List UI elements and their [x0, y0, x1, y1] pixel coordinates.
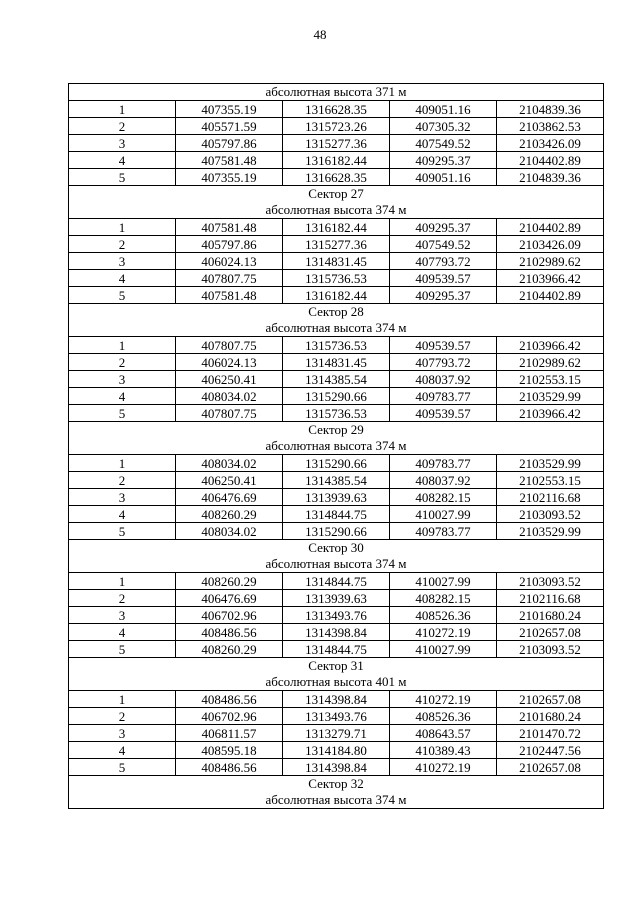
coordinate-cell: 407549.52 [390, 135, 497, 152]
coordinate-cell: 408034.02 [176, 388, 283, 405]
coordinate-cell: 2103529.99 [497, 455, 604, 472]
sector-header [69, 422, 604, 455]
point-number-cell: 2 [69, 354, 176, 371]
point-number-cell: 1 [69, 573, 176, 590]
coordinate-cell: 406702.96 [176, 708, 283, 725]
table-row [69, 725, 604, 742]
point-number-cell: 5 [69, 287, 176, 304]
sector-header [69, 776, 604, 809]
coordinate-cell: 409783.77 [390, 455, 497, 472]
table-row [69, 759, 604, 776]
coordinate-cell: 1315277.36 [283, 236, 390, 253]
point-number-cell: 5 [69, 759, 176, 776]
coordinate-cell: 410272.19 [390, 759, 497, 776]
coordinate-cell: 1313493.76 [283, 607, 390, 624]
coordinate-cell: 407793.72 [390, 354, 497, 371]
table-row [69, 607, 604, 624]
coordinate-cell: 406024.13 [176, 253, 283, 270]
coordinate-cell: 408282.15 [390, 590, 497, 607]
coordinate-cell: 2101680.24 [497, 607, 604, 624]
point-number-cell: 5 [69, 169, 176, 186]
coordinate-cell: 407793.72 [390, 253, 497, 270]
coordinate-cell: 1314385.54 [283, 371, 390, 388]
coordinates-table [68, 83, 604, 809]
coordinate-cell: 2101470.72 [497, 725, 604, 742]
coordinate-cell: 409051.16 [390, 169, 497, 186]
coordinate-cell: 405571.59 [176, 118, 283, 135]
table-row [69, 371, 604, 388]
coordinate-cell: 408595.18 [176, 742, 283, 759]
coordinate-cell: 1316182.44 [283, 287, 390, 304]
sector-altitude: абсолютная высота 374 м [265, 320, 407, 335]
sector-title: Сектор 31 [308, 658, 364, 673]
point-number-cell: 1 [69, 337, 176, 354]
table-row [69, 506, 604, 523]
point-number-cell: 2 [69, 590, 176, 607]
coordinate-cell: 2103093.52 [497, 573, 604, 590]
coordinate-cell: 407807.75 [176, 270, 283, 287]
coordinate-cell: 2104402.89 [497, 219, 604, 236]
coordinate-cell: 409295.37 [390, 287, 497, 304]
coordinate-cell: 410389.43 [390, 742, 497, 759]
sector-header-row [69, 776, 604, 809]
coordinate-cell: 1315290.66 [283, 388, 390, 405]
coordinate-cell: 408037.92 [390, 371, 497, 388]
coordinate-cell: 2103966.42 [497, 337, 604, 354]
coordinate-cell: 408260.29 [176, 573, 283, 590]
coordinate-cell: 1316628.35 [283, 101, 390, 118]
coordinate-cell: 409539.57 [390, 270, 497, 287]
table-row [69, 287, 604, 304]
point-number-cell: 2 [69, 118, 176, 135]
coordinate-cell: 1314398.84 [283, 759, 390, 776]
coordinate-cell: 408034.02 [176, 455, 283, 472]
table-row [69, 708, 604, 725]
coordinate-cell: 1313939.63 [283, 489, 390, 506]
table-row [69, 590, 604, 607]
sector-title: Сектор 28 [308, 304, 364, 319]
coordinate-cell: 1314844.75 [283, 506, 390, 523]
coordinate-cell: 2103529.99 [497, 523, 604, 540]
coordinate-cell: 408037.92 [390, 472, 497, 489]
point-number-cell: 1 [69, 691, 176, 708]
coordinate-cell: 1314398.84 [283, 624, 390, 641]
table-row [69, 691, 604, 708]
sector-header-row [69, 186, 604, 219]
coordinate-cell: 2103529.99 [497, 388, 604, 405]
coordinate-cell: 408260.29 [176, 506, 283, 523]
coordinate-cell: 2102989.62 [497, 354, 604, 371]
coordinate-cell: 408260.29 [176, 641, 283, 658]
coordinates-table-body [69, 84, 604, 809]
table-row [69, 742, 604, 759]
point-number-cell: 1 [69, 219, 176, 236]
coordinate-cell: 1315736.53 [283, 405, 390, 422]
sector-header [69, 304, 604, 337]
coordinate-cell: 406476.69 [176, 489, 283, 506]
point-number-cell: 3 [69, 725, 176, 742]
coordinate-cell: 2102116.68 [497, 590, 604, 607]
coordinate-cell: 406024.13 [176, 354, 283, 371]
coordinate-cell: 1313493.76 [283, 708, 390, 725]
table-row [69, 337, 604, 354]
coordinate-cell: 410027.99 [390, 573, 497, 590]
coordinate-cell: 1313939.63 [283, 590, 390, 607]
sector-header-row [69, 304, 604, 337]
table-row [69, 354, 604, 371]
sector-header [69, 658, 604, 691]
point-number-cell: 4 [69, 506, 176, 523]
table-row [69, 135, 604, 152]
point-number-cell: 4 [69, 742, 176, 759]
coordinate-cell: 406250.41 [176, 472, 283, 489]
sector-title: Сектор 29 [308, 422, 364, 437]
table-row [69, 388, 604, 405]
table-row [69, 573, 604, 590]
table-row [69, 169, 604, 186]
coordinate-cell: 407305.32 [390, 118, 497, 135]
coordinate-cell: 407581.48 [176, 152, 283, 169]
coordinate-cell: 2103093.52 [497, 641, 604, 658]
coordinate-cell: 2101680.24 [497, 708, 604, 725]
coordinate-cell: 1316182.44 [283, 152, 390, 169]
coordinate-cell: 409783.77 [390, 523, 497, 540]
sector-altitude: абсолютная высота 371 м [265, 84, 407, 99]
point-number-cell: 3 [69, 135, 176, 152]
coordinate-cell: 2103966.42 [497, 405, 604, 422]
coordinate-cell: 410027.99 [390, 506, 497, 523]
sector-altitude: абсолютная высота 401 м [265, 674, 407, 689]
coordinate-cell: 2102553.15 [497, 472, 604, 489]
coordinate-cell: 408643.57 [390, 725, 497, 742]
coordinate-cell: 2103426.09 [497, 135, 604, 152]
coordinate-cell: 407549.52 [390, 236, 497, 253]
coordinate-cell: 1316628.35 [283, 169, 390, 186]
table-row [69, 236, 604, 253]
sector-header-row [69, 84, 604, 101]
sector-header-row [69, 422, 604, 455]
coordinate-cell: 2103862.53 [497, 118, 604, 135]
coordinate-cell: 410027.99 [390, 641, 497, 658]
sector-altitude: абсолютная высота 374 м [265, 556, 407, 571]
table-row [69, 253, 604, 270]
coordinate-cell: 1315290.66 [283, 455, 390, 472]
point-number-cell: 1 [69, 101, 176, 118]
coordinate-cell: 1315277.36 [283, 135, 390, 152]
coordinate-cell: 405797.86 [176, 236, 283, 253]
coordinate-cell: 1315290.66 [283, 523, 390, 540]
coordinate-cell: 1314184.80 [283, 742, 390, 759]
coordinate-cell: 408526.36 [390, 708, 497, 725]
coordinate-cell: 408486.56 [176, 691, 283, 708]
coordinate-cell: 2102657.08 [497, 624, 604, 641]
table-row [69, 523, 604, 540]
coordinate-cell: 406476.69 [176, 590, 283, 607]
coordinate-cell: 1314398.84 [283, 691, 390, 708]
coordinate-cell: 407807.75 [176, 337, 283, 354]
coordinate-cell: 1314831.45 [283, 354, 390, 371]
table-row [69, 118, 604, 135]
coordinate-cell: 1314844.75 [283, 573, 390, 590]
sector-header [69, 84, 604, 101]
table-row [69, 472, 604, 489]
coordinate-cell: 409295.37 [390, 219, 497, 236]
table-row [69, 270, 604, 287]
coordinate-cell: 1315723.26 [283, 118, 390, 135]
coordinate-cell: 1315736.53 [283, 337, 390, 354]
coordinate-cell: 408034.02 [176, 523, 283, 540]
sector-title: Сектор 30 [308, 540, 364, 555]
table-row [69, 489, 604, 506]
coordinate-cell: 2104839.36 [497, 169, 604, 186]
table-row [69, 641, 604, 658]
point-number-cell: 3 [69, 489, 176, 506]
coordinate-cell: 1314385.54 [283, 472, 390, 489]
coordinate-cell: 410272.19 [390, 691, 497, 708]
sector-title: Сектор 32 [308, 776, 364, 791]
point-number-cell: 5 [69, 641, 176, 658]
coordinate-cell: 408486.56 [176, 624, 283, 641]
coordinate-cell: 2103426.09 [497, 236, 604, 253]
sector-altitude: абсолютная высота 374 м [265, 438, 407, 453]
coordinate-cell: 2104402.89 [497, 152, 604, 169]
coordinate-cell: 2103966.42 [497, 270, 604, 287]
coordinate-cell: 407581.48 [176, 219, 283, 236]
coordinate-cell: 406250.41 [176, 371, 283, 388]
coordinate-cell: 410272.19 [390, 624, 497, 641]
coordinate-cell: 1314844.75 [283, 641, 390, 658]
point-number-cell: 4 [69, 270, 176, 287]
table-row [69, 624, 604, 641]
sector-altitude: абсолютная высота 374 м [265, 202, 407, 217]
point-number-cell: 5 [69, 405, 176, 422]
coordinate-cell: 1314831.45 [283, 253, 390, 270]
coordinate-cell: 409783.77 [390, 388, 497, 405]
coordinate-cell: 406702.96 [176, 607, 283, 624]
point-number-cell: 5 [69, 523, 176, 540]
coordinate-cell: 2103093.52 [497, 506, 604, 523]
point-number-cell: 2 [69, 236, 176, 253]
point-number-cell: 2 [69, 472, 176, 489]
coordinate-cell: 407581.48 [176, 287, 283, 304]
coordinate-cell: 407355.19 [176, 169, 283, 186]
coordinate-cell: 408282.15 [390, 489, 497, 506]
sector-title: Сектор 27 [308, 186, 364, 201]
coordinate-cell: 408526.36 [390, 607, 497, 624]
coordinate-cell: 2102657.08 [497, 759, 604, 776]
coordinate-cell: 1315736.53 [283, 270, 390, 287]
coordinate-cell: 409539.57 [390, 405, 497, 422]
coordinate-cell: 2102116.68 [497, 489, 604, 506]
table-row [69, 405, 604, 422]
coordinate-cell: 407807.75 [176, 405, 283, 422]
table-row [69, 219, 604, 236]
table-row [69, 455, 604, 472]
coordinate-cell: 407355.19 [176, 101, 283, 118]
point-number-cell: 4 [69, 624, 176, 641]
coordinate-cell: 1316182.44 [283, 219, 390, 236]
table-row [69, 152, 604, 169]
coordinate-cell: 1313279.71 [283, 725, 390, 742]
page-number: 48 [313, 27, 327, 42]
coordinate-cell: 2102447.56 [497, 742, 604, 759]
coordinate-cell: 2104402.89 [497, 287, 604, 304]
sector-header-row [69, 658, 604, 691]
table-row [69, 101, 604, 118]
sector-header-row [69, 540, 604, 573]
point-number-cell: 4 [69, 152, 176, 169]
sector-header [69, 186, 604, 219]
point-number-cell: 2 [69, 708, 176, 725]
sector-altitude: абсолютная высота 374 м [265, 792, 407, 807]
point-number-cell: 3 [69, 371, 176, 388]
coordinate-cell: 406811.57 [176, 725, 283, 742]
point-number-cell: 1 [69, 455, 176, 472]
coordinate-cell: 408486.56 [176, 759, 283, 776]
point-number-cell: 4 [69, 388, 176, 405]
coordinate-cell: 2102657.08 [497, 691, 604, 708]
coordinate-cell: 2102553.15 [497, 371, 604, 388]
point-number-cell: 3 [69, 607, 176, 624]
coordinate-cell: 2104839.36 [497, 101, 604, 118]
coordinate-cell: 405797.86 [176, 135, 283, 152]
sector-header [69, 540, 604, 573]
point-number-cell: 3 [69, 253, 176, 270]
coordinate-cell: 409295.37 [390, 152, 497, 169]
coordinate-cell: 2102989.62 [497, 253, 604, 270]
coordinate-cell: 409539.57 [390, 337, 497, 354]
coordinate-cell: 409051.16 [390, 101, 497, 118]
